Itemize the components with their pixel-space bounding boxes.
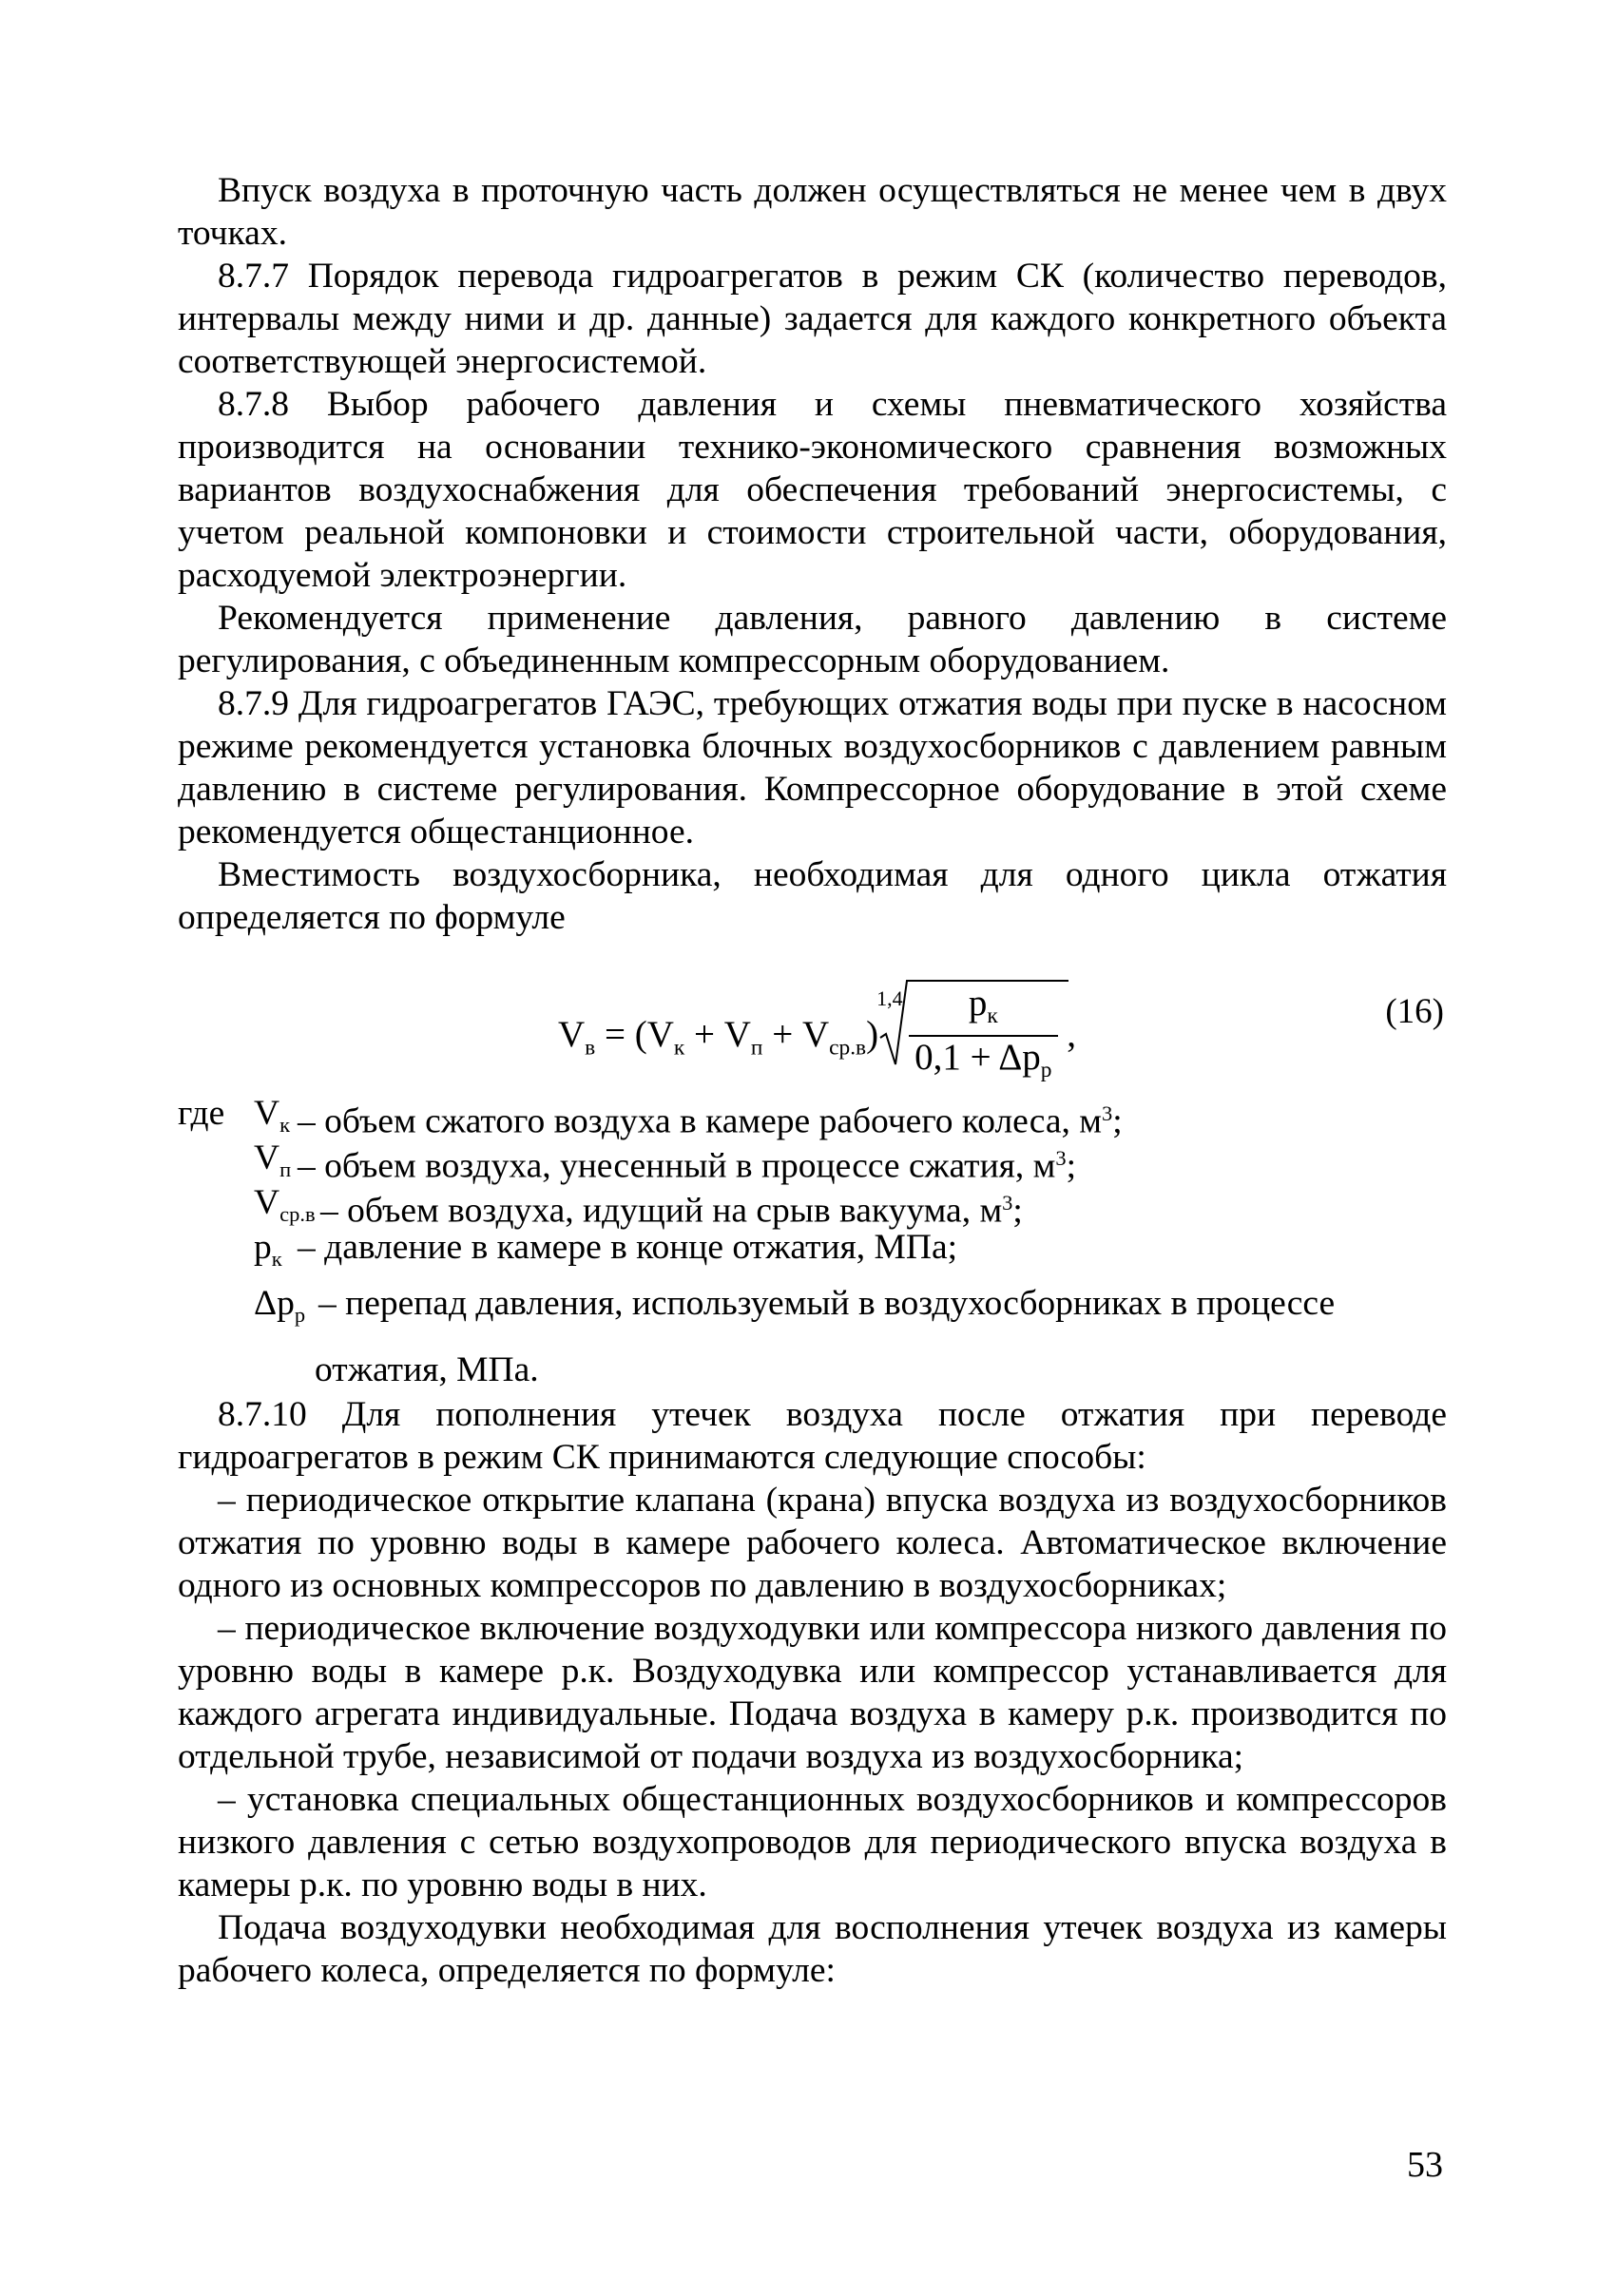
definition-main: – объем воздуха, унесенный в процессе сжатия, м bbox=[298, 1146, 1056, 1186]
paragraph-blower-capacity: Подача воздуходувки необходимая для восполнения утечек воздуха из камеры рабочего колеса, определяется по формуле: bbox=[178, 1908, 1447, 1990]
definition-row bbox=[178, 1226, 1447, 1271]
definition-row-delta bbox=[178, 1271, 1447, 1349]
symbol-letter: V bbox=[254, 1183, 280, 1222]
paragraph-8-7-9: 8.7.9 Для гидроагрегатов ГАЭС, требующих отжатия воды при пуске в насосном режиме рекомендуется установка блочных воздухосборников с давлением равным давлению в системе регулирования. Компрессорное оборудование в этой схеме рекомендуется общестанционное. bbox=[178, 684, 1447, 851]
denominator-text: 0,1 + Δp bbox=[914, 1037, 1041, 1079]
document-page bbox=[178, 169, 1447, 1992]
radical bbox=[878, 985, 1057, 1091]
definition-continuation: отжатия, МПа. bbox=[315, 1350, 539, 1389]
formula-trail: , bbox=[1057, 1014, 1076, 1056]
denominator-sub: р bbox=[1040, 1058, 1052, 1083]
symbol-letter: V bbox=[254, 1094, 280, 1133]
symbol-letter: p bbox=[254, 1228, 272, 1267]
definition-sup: 3 bbox=[1002, 1191, 1013, 1215]
symbol-sub: п bbox=[279, 1157, 292, 1181]
paragraph-8-7-8: 8.7.8 Выбор рабочего давления и схемы пневматического хозяйства производится на основании технико-экономического сравнения возможных вариантов воздухоснабжения для обеспечения требований энергосистемы, с учетом реальной компоновки и стоимости строительной части, оборудования, расходуемой электроэнергии. bbox=[178, 385, 1447, 595]
formula-lhs: V bbox=[558, 1014, 586, 1056]
definition-row bbox=[178, 1092, 1447, 1141]
definition-text bbox=[298, 1092, 1123, 1142]
definition-text bbox=[298, 1137, 1076, 1187]
definition-text bbox=[320, 1181, 1023, 1232]
symbol-sub: к bbox=[279, 1112, 291, 1137]
symbol bbox=[254, 1282, 305, 1336]
formula-t3-sub: ср.в bbox=[829, 1035, 867, 1061]
formula-expression bbox=[558, 985, 1076, 1091]
formula-t2-sub: п bbox=[750, 1035, 763, 1061]
definition-main: – объем воздуха, идущий на срыв вакуума, м bbox=[320, 1191, 1003, 1231]
formula-close: ) bbox=[866, 1014, 879, 1056]
symbol-sub: р bbox=[294, 1302, 306, 1327]
formula-16 bbox=[178, 952, 1447, 1081]
formula-plus2: + V bbox=[762, 1014, 830, 1056]
definition-row bbox=[178, 1181, 1447, 1231]
list-item-blower: – периодическое включение воздуходувки или компрессора низкого давления по уровню воды в камере р.к. Воздуходувка или компрессор устанавливается для каждого агрегата индивидуальные. Подача воздуха в камеру р.к. производится по отдельной трубе, независимой от подачи воздуха из воздухосборника; bbox=[178, 1609, 1447, 1776]
paragraph-8-7-10: 8.7.10 Для пополнения утечек воздуха после отжатия при переводе гидроагрегатов в режим СК принимаются следующие способы: bbox=[178, 1395, 1447, 1477]
page-number: 53 bbox=[1407, 2145, 1443, 2185]
symbol-definitions bbox=[178, 1092, 1447, 1393]
formula-eq: = (V bbox=[595, 1014, 674, 1056]
formula-plus1: + V bbox=[684, 1014, 751, 1056]
symbol-sub: ср.в bbox=[279, 1201, 316, 1226]
definition-continuation-row bbox=[178, 1349, 1447, 1393]
paragraph-air-intake: Впуск воздуха в проточную часть должен осуществляться не менее чем в двух точках. bbox=[178, 171, 1447, 253]
list-item-periodic-opening: – периодическое открытие клапана (крана) впуска воздуха из воздухосборников отжатия по уровню воды в камере рабочего колеса. Автоматическое включение одного из основных компрессоров по давлению в воздухосборниках; bbox=[178, 1481, 1447, 1605]
symbol-sub: к bbox=[271, 1246, 282, 1271]
definition-text bbox=[298, 1226, 957, 1269]
definition-sup: 3 bbox=[1055, 1146, 1067, 1170]
definition-sup: 3 bbox=[1101, 1101, 1113, 1125]
numerator-sub: к bbox=[987, 1004, 998, 1029]
symbol-letter: Δp bbox=[254, 1284, 295, 1323]
definition-main: – объем сжатого воздуха в камере рабочего колеса, м bbox=[298, 1101, 1102, 1141]
paragraph-8-7-7: 8.7.7 Порядок перевода гидроагрегатов в режим СК (количество переводов, интервалы между ними и др. данные) задается для каждого конкретного объекта соответствующей энергосистемой. bbox=[178, 257, 1447, 381]
definition-end: ; bbox=[1112, 1101, 1123, 1141]
list-item-special-receivers: – установка специальных общестанционных воздухосборников и компрессоров низкого давления с сетью воздухопроводов для периодического впуска воздуха в камеры р.к. по уровню воды в них. bbox=[178, 1780, 1447, 1904]
root-index: 1,4 bbox=[876, 986, 903, 1010]
radical-sign-icon bbox=[878, 979, 1068, 1066]
definition-main: – давление в камере в конце отжатия, МПа; bbox=[298, 1228, 958, 1267]
paragraph-capacity-intro: Вместимость воздухосборника, необходимая для одного цикла отжатия определяется по формуле bbox=[178, 855, 1447, 937]
definition-text: – перепад давления, используемый в воздухосборниках в процессе bbox=[318, 1284, 1336, 1323]
where-label: где bbox=[178, 1094, 225, 1133]
symbol-letter: V bbox=[254, 1138, 280, 1177]
formula-lhs-sub: в bbox=[585, 1035, 596, 1061]
definition-end: ; bbox=[1066, 1146, 1077, 1186]
definition-end: ; bbox=[1012, 1191, 1023, 1231]
paragraph-recommendation: Рекомендуется применение давления, равного давлению в системе регулирования, с объединенным компрессорным оборудованием. bbox=[178, 599, 1447, 680]
formula-number: (16) bbox=[1385, 992, 1444, 1031]
numerator-text: p bbox=[968, 983, 988, 1024]
formula-t1-sub: к bbox=[673, 1035, 685, 1061]
definition-row bbox=[178, 1137, 1447, 1186]
